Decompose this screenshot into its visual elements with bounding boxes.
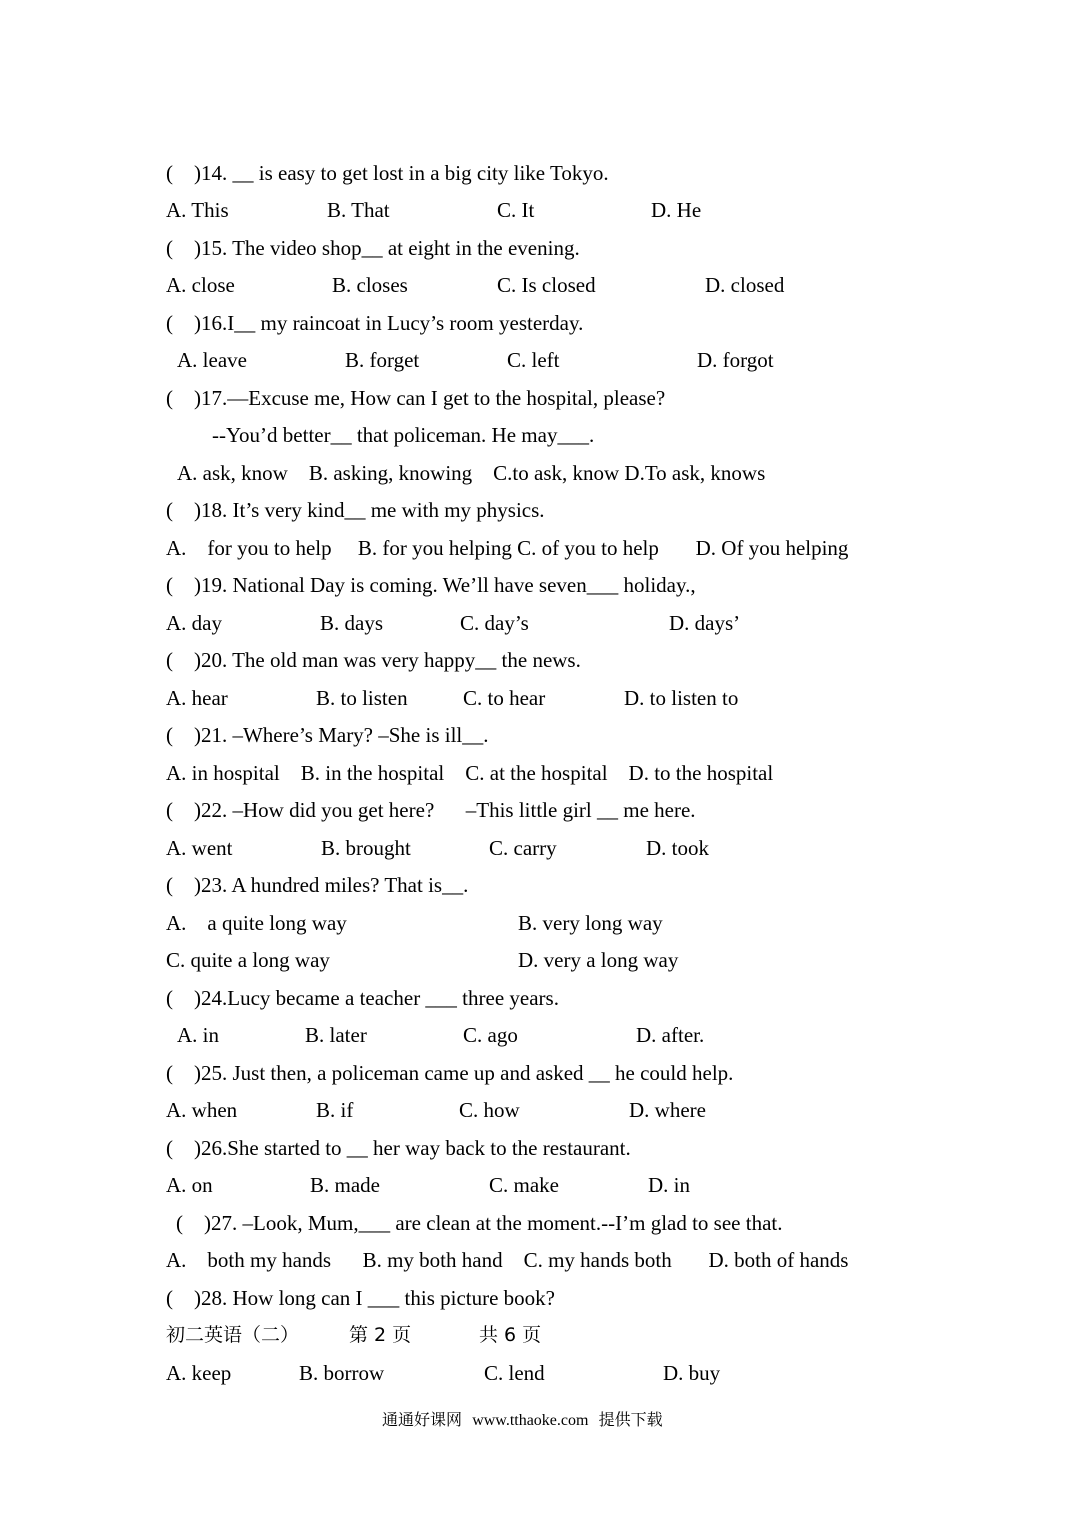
- question-25-option-b: B. if: [316, 1098, 354, 1122]
- question-14-option-d: D. He: [651, 198, 702, 222]
- question-23-option-b: B. very long way: [518, 911, 663, 935]
- question-19-option-b: B. days: [320, 611, 383, 635]
- question-28-stem: ( )28. How long can I ___ this picture book?: [166, 1286, 556, 1310]
- question-26-option-d: D. in: [648, 1173, 690, 1197]
- question-16-option-c: C. left: [507, 348, 560, 372]
- question-19-option-d: D. days’: [669, 611, 741, 635]
- question-20-option-c: C. to hear: [463, 686, 546, 710]
- question-25-option-d: D. where: [629, 1098, 706, 1122]
- question-15-option-c: C. Is closed: [497, 273, 596, 297]
- question-15-stem: ( )15. The video shop__ at eight in the evening.: [166, 236, 580, 260]
- question-22-option-b: B. brought: [321, 836, 411, 860]
- question-25-option-a: A. when: [166, 1098, 238, 1122]
- question-18-options: A. for you to help B. for you helping C. of you to help D. Of you helping: [166, 536, 849, 560]
- question-18-stem: ( )18. It’s very kind__ me with my physics.: [166, 498, 545, 522]
- question-27-stem: ( )27. –Look, Mum,___ are clean at the moment.--I’m glad to see that.: [176, 1211, 783, 1235]
- question-24-option-b: B. later: [305, 1023, 367, 1047]
- question-16-option-d: D. forgot: [697, 348, 774, 372]
- question-14-stem: ( )14. __ is easy to get lost in a big city like Tokyo.: [166, 161, 609, 185]
- question-26-option-c: C. make: [489, 1173, 559, 1197]
- question-20-stem: ( )20. The old man was very happy__ the news.: [166, 648, 581, 672]
- question-24-option-d: D. after.: [636, 1023, 705, 1047]
- question-22-stem: ( )22. –How did you get here? –This little girl __ me here.: [166, 798, 696, 822]
- question-23-stem: ( )23. A hundred miles? That is__.: [166, 873, 469, 897]
- question-28-option-c: C. lend: [484, 1361, 545, 1385]
- question-23-option-c: C. quite a long way: [166, 948, 330, 972]
- question-19-option-c: C. day’s: [460, 611, 529, 635]
- question-16-option-a: A. leave: [177, 348, 247, 372]
- footer-page-total: 共 6 页: [479, 1324, 542, 1346]
- source-line: [382, 1409, 663, 1432]
- question-17-stem-reply: --You’d better__ that policeman. He may___.: [212, 423, 595, 447]
- question-25-option-c: C. how: [459, 1098, 520, 1122]
- question-20-option-a: A. hear: [166, 686, 228, 710]
- source-url[interactable]: www.tthaoke.com: [472, 1412, 589, 1429]
- question-24-option-a: A. in: [177, 1023, 219, 1047]
- question-23-option-d: D. very a long way: [518, 948, 679, 972]
- question-16-stem: ( )16.I__ my raincoat in Lucy’s room yesterday.: [166, 311, 584, 335]
- question-14-option-c: C. It: [497, 198, 535, 222]
- question-22-option-d: D. took: [646, 836, 709, 860]
- question-22-option-a: A. went: [166, 836, 233, 860]
- question-15-option-b: B. closes: [332, 273, 408, 297]
- question-16-option-b: B. forget: [345, 348, 420, 372]
- question-17-options: A. ask, know B. asking, knowing C.to ask, know D.To ask, knows: [177, 461, 766, 485]
- question-24-stem: ( )24.Lucy became a teacher ___ three years.: [166, 986, 559, 1010]
- question-20-option-d: D. to listen to: [624, 686, 739, 710]
- question-22-option-c: C. carry: [489, 836, 557, 860]
- question-23-option-a: A. a quite long way: [166, 911, 347, 935]
- question-15-option-d: D. closed: [705, 273, 785, 297]
- source-suffix: 提供下载: [598, 1410, 663, 1429]
- question-28-option-a: A. keep: [166, 1361, 232, 1385]
- question-14-option-b: B. That: [327, 198, 390, 222]
- question-24-option-c: C. ago: [463, 1023, 518, 1047]
- footer-subject: 初二英语（二）: [166, 1324, 300, 1346]
- footer-page-number: 第 2 页: [349, 1324, 412, 1346]
- source-site: 通通好课网: [382, 1410, 463, 1429]
- question-21-stem: ( )21. –Where’s Mary? –She is ill__.: [166, 723, 489, 747]
- question-27-options: A. both my hands B. my both hand C. my hands both D. both of hands: [166, 1248, 849, 1272]
- question-19-option-a: A. day: [166, 611, 222, 635]
- question-28-option-b: B. borrow: [299, 1361, 385, 1385]
- question-26-option-b: B. made: [310, 1173, 380, 1197]
- question-17-stem: ( )17.—Excuse me, How can I get to the hospital, please?: [166, 386, 666, 410]
- question-28-option-d: D. buy: [663, 1361, 721, 1385]
- question-21-options: A. in hospital B. in the hospital C. at the hospital D. to the hospital: [166, 761, 774, 785]
- question-14-option-a: A. This: [166, 198, 229, 222]
- question-20-option-b: B. to listen: [316, 686, 408, 710]
- question-19-stem: ( )19. National Day is coming. We’ll have seven___ holiday.,: [166, 573, 696, 597]
- question-26-stem: ( )26.She started to __ her way back to the restaurant.: [166, 1136, 631, 1160]
- question-26-option-a: A. on: [166, 1173, 213, 1197]
- question-25-stem: ( )25. Just then, a policeman came up and asked __ he could help.: [166, 1061, 734, 1085]
- question-15-option-a: A. close: [166, 273, 235, 297]
